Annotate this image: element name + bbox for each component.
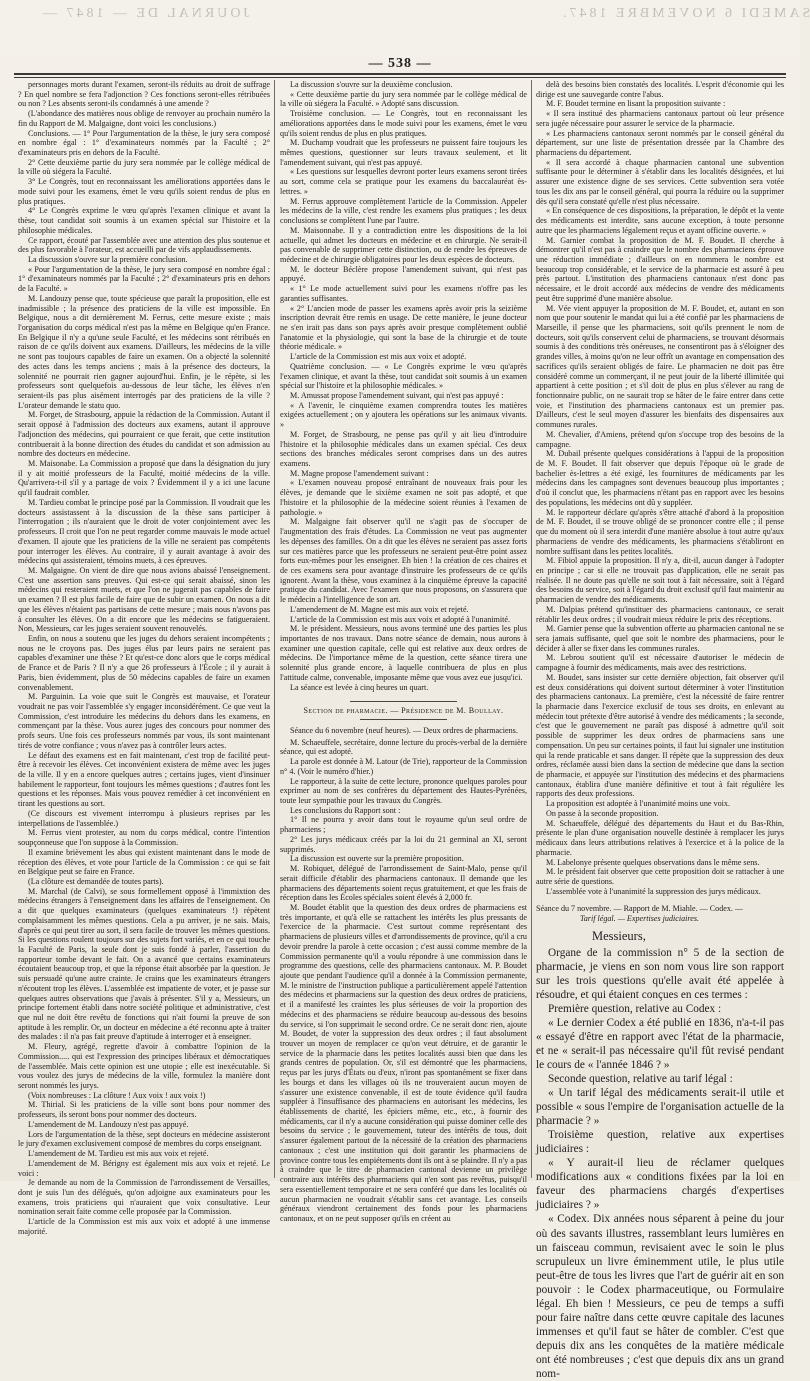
paragraph: 3° Le Congrès, tout en reconnaissant les améliorations apportées dans le mode suivi pour les examens, émet le vœu qu'ils soient rendus de plus en plus pratiques.: [18, 177, 270, 206]
paragraph: « Pour l'argumentation de la thèse, le jury sera composé en nombre égal : 1° d'examinateurs nommés par la Faculté ; 2° d'examinateurs pris en dehors de la Faculté. »: [18, 264, 270, 294]
paragraph: personnages morts durant l'examen, seront-ils réduits au droit de suffrage ? En quel nombre se fera l'adjonction ? Ces fonctions seront-elles rétribuées ou non ? Les absents seront-ils condamnés à une amende ?: [18, 80, 270, 109]
paragraph: La discussion s'ouvre sur la deuxième conclusion.: [290, 80, 453, 89]
paragraph: M. Schaeuffele, secrétaire, donne lecture du procès-verbal de la dernière séance, qui est adopté.: [280, 737, 527, 757]
paragraph: Je demande au nom de la Commission de l'arrondissement de Versailles, dont je suis l'un des délégués, qu'on adjoigne aux examinateurs pour les examens, trois praticiens qui n'auraient que voix consultative. Leur nomination serait faite comme celle proposée par la Commission.: [18, 1178, 270, 1217]
paragraph: « Le dernier Codex a été publié en 1836, n'a-t-il pas « essayé d'être en rapport avec l'état de la pharmacie, et ne « serait-il pas nécessaire qu'il fût revisé pendant le cours de « l'année 1846 ? »: [536, 1016, 784, 1071]
paragraph: M. Boudet, sans insister sur cette dernière objection, fait observer qu'il est deux considérations qui doivent surtout déterminer à voter l'institution des pharmaciens cantonaux. La première, c'est la nécessité de faire rentrer la pharmacie dans l'exercice exclusif de tous ses droits, en enlevant au médecin tout prétexte d'être autorisé à vendre des médicaments ; la seconde, c'est que le gouvernement ne paraît pas disposé à admettre qu'il soit possible de supprimer les deux ordres de pharmaciens sans une compensation. Un peu sur certaines points, il faut lui signaler une institution qui la rende praticable et sans danger. Il répète que la suppression des deux ordres, réclamée aussi bien dans la section de médecine que dans la section de pharmacie, et appuyée sur l'institution des médecins et des pharmaciens cantonaux, établira d'une manière définitive et tout à fait régulière les rapports des deux professions.: [536, 672, 784, 799]
paragraph: M. Ferrus approuve complètement l'article de la Commission. Appeler les médecins de la ville, c'est rendre les examens plus pratiques ; les deux conclusions se complètent l'une par l'autre.: [280, 196, 527, 226]
section-rule: [350, 701, 457, 702]
paragraph: Conclusions. — 1° Pour l'argumentation de la thèse, le jury sera composé en nombre égal : 1° d'examinateurs nommés par la Faculté ; 2° d'examinateurs pris en dehors de la Faculté.: [18, 128, 270, 158]
paragraph: 2° Les jurys médicaux créés par la loi du 21 germinal an XI, seront supprimés.: [280, 834, 527, 854]
paragraph: M. Garnier combat la proposition de M. F. Boudet. Il cherche à démontrer qu'il n'est pas à craindre que le nombre des pharmaciens éprouve une réduction immédiate ; d'ailleurs on en nommera le nombre est beaucoup trop considérable, et le service de la pharmacie est assuré à peu près partout. L'institution des pharmaciens cantonaux n'est donc pas nécessaire, et le droit accordé aux médecins de vendre des médicaments peut être supprimé d'une manière absolue.: [536, 235, 784, 303]
show-through-header-left: JOURNAL DE — 1847 —: [40, 6, 249, 21]
paragraph: (Ce discours est vivement interrompu à plusieurs reprises par les interpellations de l'assemblée.): [18, 808, 270, 828]
paragraph: M. Tardieu combat le principe posé par la Commission. Il voudrait que les docteurs assistassent à la discussion de la thèse sans participer à l'interrogation ; ils n'auraient que le droit de voter conjointement avec les professeurs. Il croit que l'on ne peut regarder comme mauvais le mode actuel d'examen. Il ajoute que les praticiens de la ville ne seraient pas compétents pour interroger les élèves. Au contraire, il y aurait avantage à avoir des médecins qui assisteraient, témoins muets, à ces épreuves.: [18, 497, 270, 566]
paragraph: M. Maisonabe. La Commission a proposé que dans la désignation du jury il y ait moitié professeurs de la Faculté, moitié médecins de la ville. Qu'arrivera-t-il s'il y a partage de voix ? Évidemment il y a ici une lacune qu'il faudrait combler.: [18, 459, 270, 498]
paragraph: M. Forget, de Strasbourg, appuie la rédaction de la Commission. Autant il serait opposé à l'admission des docteurs aux examens, autant il approuve l'adjonction des médecins, qui pourraient ce que ferait, que cette institution contribuerait à la bonne direction des études du candidat et son admission au nombre des docteurs en médecine.: [18, 410, 270, 459]
page-number: — 538 —: [368, 56, 432, 71]
header-rule-thin: [14, 77, 786, 78]
paragraph: L'amendement de M. Tardieu est mis aux voix et rejeté.: [28, 1149, 209, 1159]
paragraph: M. Vée vient appuyer la proposition de M. F. Boudet, et, autant en son nom que pour soutenir le mandat qui lui a été confié par les pharmaciens de Marseille, il pense que les pharmaciens, soit qu'ils prennent le nom de docteurs, soit qu'ils conservent celui de pharmaciens, se trouvant désormais soumis à des conditions très onéreuses, ne consentiront pas à s'éloigner des grandes villes, à moins qu'on ne leur offrît un avantage en compensation des sacrifices qu'ils seraient obligés de faire. Le pharmacien ne doit pas être considéré comme un commerçant, il ne peut jouir de la liberté illimitée qui appartient à cette position ; et s'il doit de plus en plus s'élever au rang de fonctionnaire public, on ne saurait trop se hâter de le faire entrer dans cette voie, et l'institution des pharmaciens cantonaux est un premier pas. D'ailleurs, c'est le seul moyen d'assurer les bienfaits des dispensaires aux communes rurales.: [536, 303, 784, 430]
paragraph: « Cette deuxième partie du jury sera nommée par le collège médical de la ville où siégera la Faculté. » Adopté sans discussion.: [280, 89, 527, 109]
paragraph: M. Thirial. Si les praticiens de la ville sont bons pour nommer des professeurs, ils seront bons pour nommer des docteurs.: [18, 1100, 270, 1120]
paragraph: Le rapporteur, à la suite de cette lecture, prononce quelques paroles pour exprimer au nom de ses confrères du département des Hautes-Pyrénées, toute leur sympathie pour les travaux du Congrès.: [280, 776, 527, 806]
paragraph: M. Marchal (de Calvi), se sous formellement opposé à l'immixtion des médecins étrangers à l'enseignement dans les affaires de l'enseignement. On a dit que quelques examinateurs (quelques examinateurs !) répètent complaisamment les mêmes questions. Cela a pu arriver, je ne sais. Mais, d'après ce qui peut tirer au sort, il sera facile de trouver les mêmes questions. Si les questions roulent toujours sur des sujets fort variés, et en ce qui touche la Faculté de Paris, la seule dont je suis fondé à parler, l'assertion du rapporteur tombe devant le fait. On a avancé que certains examinateurs écoutaient beaucoup trop, et que la réponse était absorbée par la question. Je suis persuadé qu'une autre crainte. Je crains que les examinateurs étrangers n'écoutent trop les élèves. L'assemblée est impatiente de voter, et je passe sur quelques autres observations que j'avais à présenter. S'il y a, Messieurs, un principe fortement établi dans notre société politique et administrative, c'est que nul ne doit être revêtu de fonctions qui n'ait fourni la preuve de son aptitude à les remplir. Or, un docteur en médecine a été reconnu apte à traiter des malades : il n'a pas fait preuve d'aptitude à interroger et à enseigner.: [18, 886, 270, 1042]
paragraph: « Y aurait-il lieu de réclamer quelques modifications aux « conditions fixées par la loi en faveur des pharmaciens chargés d'expertises judiciaires ? »: [536, 1157, 784, 1212]
session-heading: Séance du 7 novembre. — Rapport de M. Miahle. — Codex. —: [536, 904, 744, 914]
report-block: [536, 904, 784, 1381]
paragraph: M. Duchamp voudrait que les professeurs ne puissent faire toujours les mêmes questions, questionner sur leurs travaux seulement, et lit l'amendement suivant, qui n'est pas appuyé.: [280, 138, 527, 167]
paragraph: L'article de la Commission est mis aux voix et adopté.: [290, 352, 467, 362]
paragraph: M. Fleury, agrégé, regrette d'avoir à combattre l'opinion de la Commission..... qui est l'expression des principes libéraux et démocratiques de l'assemblée. Mais cette opinion est une utopie ; elle est inexécutable. Si vous voulez des jurys de médecins de la ville, formulez la manière dont seront nommés les jurys.: [18, 1042, 270, 1091]
paragraph: La discussion est ouverte sur la première proposition.: [290, 854, 464, 864]
paragraph: M. Dubail présente quelques considérations à l'appui de la proposition de M. F. Boudet. Il fait observer que depuis l'époque où le grade de bachelier ès-lettres a été exigé, les fournitures de médicaments par les médecins dans les campagnes sont devenues beaucoup plus importantes ; d'où il conclut que, les pharmaciens n'étant pas en rapport avec les besoins des populations, les médecins ont dû y suppléer.: [536, 449, 784, 507]
right-column-text: [536, 80, 784, 896]
paragraph: M. Malgaigne. On vient de dire que nous avions abaissé l'enseignement. C'est une assertion sans preuves. Qui est-ce qui serait abaissé, sinon les médecins qui resteraient muets, et que l'on ne jugerait pas capables de faire un examen ? Il est plus facile de faire que de subir un examen. On nous a dit que les élèves n'étaient pas partisans de cette mesure ; mais nous n'avons pas à consulter les élèves. On a dit encore que les médecins se fatigueraient. Non, Messieurs, car les juges seraient souvent renouvelés.: [18, 565, 270, 634]
header-rule: [14, 73, 786, 75]
paragraph: « En conséquence de ces dispositions, la préparation, le dépôt et la vente des médicaments est interdite, sans aucune exception, à toute personne autre que les pharmaciens légalement reçus et ayant officine ouverte. »: [536, 206, 784, 235]
paragraph: « Codex. Dix années nous séparent à peine du jour où des savants illustres, rassemblant leurs lumières en un faisceau commun, revisaient avec le soin le plus scrupuleux un livre éminemment utile, le plus utile peut-être de tous les livres que l'art de guérir ait en son pouvoir : le Codex pharmaceutique, ou Formulaire légal. Eh bien ! Messieurs, ce peu de temps a suffi pour faire naître dans cette œuvre capitale des lacunes immenses et qu'il faut se hâter de combler. C'est que depuis dix ans les conquêtes de la matière médicale ont été nombreuses ; c'est que depuis dix ans un grand nom-: [536, 1213, 784, 1380]
session-heading: Séance du 6 novembre (neuf heures). — Deux ordres de pharmaciens.: [290, 726, 518, 735]
section-title: Section de pharmacie. — Présidence de M. Boullay.: [303, 706, 504, 716]
paragraph: Seconde question, relative au tarif légal :: [548, 1072, 733, 1085]
paragraph: « Il sera institué des pharmaciens cantonaux partout où leur présence sera jugée nécessaire pour assurer le service de la pharmacie.: [536, 109, 784, 128]
paragraph: M. Boudet établit que la question des deux ordres de pharmaciens est très importante, et qu'à elle se rattachent les intérêts les plus pressants de l'exercice de la pharmacie. C'est surtout comme représentant des pharmaciens de plusieurs villes et d'arrondissements de province, qu'il a cru devoir prendre la parole à cette occasion ; c'est aussi comme membre de la Commission permanente qu'il a voulu répondre à une commission dans le programme des questions, celle des pharmaciens cantonaux. M. P. Boudet ajoute que pendant l'audience qu'il a donnée à la Commission permanente, M. le ministre de l'instruction publique a particulièrement appelé l'attention des médecins et pharmaciens sur la question des deux ordres de praticiens, et il a manifesté les craintes les plus sérieuses de voir la proportion des médecins et des pharmaciens se réduire beaucoup au-dessous des besoins du service, si l'on supprimait le second ordre. Ce ne serait donc rien, ajoute M. Boudet, de voter la suppression des deux ordres ; il faut absolument trouver un moyen de remplacer ce qu'on veut détruire, et de garantir le service de la pharmacie dans les petites localités aussi bien que dans les grands centres de population. Or, s'il est démontré que les pharmaciens, reçus par les jurys d'États ou d'eux, n'iront pas spontanément se fixer dans les bourgs et dans les villages où ils ne trouveraient aucun moyen de s'assurer une existence convenable, il est de toute évidence qu'il faudra suppléer à l'insuffisance des pharmaciens en autorisant les médecins, les établissements de charité, les épiciers même, etc., etc., à fournir des médicaments, car il n'y a aucune considération qui puisse dominer celle des besoins du service ; le gouvernement, tuteur des intérêts de tous, doit s'assurer également partout de la nécessité de la création des pharmaciens cantonaux ; c'est une institution qui doit garantir les pharmaciens de province contre tous les empiétements dont ils ont à se plaindre. Il n'y a pas à craindre que le titre de pharmacien cantonal devienne un privilège contraire aux intérêts des pharmaciens qui n'en sont pas revêtus, puisqu'il sera essentiellement temporaire et ne sera conféré que dans les localités où aucun pharmacien ne voudrait s'établir sans cet avantage. Les conseils généraux viendront certainement des fonds pour les pharmaciens cantonaux, et on ne peut supposer qu'ils en créent au: [280, 902, 527, 1223]
paragraph: 2° Cette deuxième partie du jury sera nommée par le collège médical de la ville où siégera la Faculté.: [18, 157, 270, 177]
paragraph: (La clôture est demandée de toutes parts).: [28, 876, 164, 886]
paragraph: (L'abondance des matières nous oblige de renvoyer au prochain numéro la fin du Rapport de M. Malgaigne, dont voici les conclusions.): [18, 109, 270, 128]
paragraph: « Un tarif légal des médicaments serait-il utile et possible « sous l'empire de l'organisation actuelle de la pharmacie ? »: [536, 1087, 784, 1128]
paragraph: « 1° Le mode actuellement suivi pour les examens n'offre pas les garanties suffisantes.: [280, 284, 527, 303]
report-text: [536, 946, 784, 1381]
paragraph: Les conclusions du Rapport sont :: [290, 805, 401, 815]
paragraph: L'amendement de M. Landouzy n'est pas appuyé.: [28, 1119, 189, 1129]
paragraph: M. le docteur Béclère propose l'amendement suivant, qui n'est pas appuyé.: [280, 264, 527, 284]
paragraph: L'article de la Commission est mis aux voix et adopté à l'unanimité.: [290, 614, 510, 624]
paragraph: M. Forget, de Strasbourg, ne pense pas qu'il y ait lieu d'introduire l'histoire et la philosophie médicales dans un examen spécial. Ces deux sections des branches médicales seront comprises dans un des autres examens.: [280, 429, 527, 469]
middle-column-text: [280, 80, 527, 692]
paragraph: M. Schaeuffele, délégué des départements du Haut et du Bas-Rhin, présente le plan d'une organisation nouvelle destinée à remplacer les jurys médicaux dans leurs attributions relatives à l'exercice et à la police de la pharmacie.: [536, 818, 784, 857]
paragraph: Organe de la commission n° 5 de la section de pharmacie, je viens en son nom vous lire son rapport sur les trois questions qu'elle avait été appelée à résoudre, et qui étaient conçues en ces termes :: [536, 946, 784, 1001]
paragraph: 1° Il ne pourra y avoir dans tout le royaume qu'un seul ordre de pharmaciens ;: [280, 815, 527, 835]
paragraph: M. Parguinin. La voie que suit le Congrès est mauvaise, et l'orateur voudrait ne pas voir l'assemblée s'y engager inconsidérément. Ce que veut la Commission, c'est introduire les médecins du dehors dans les examens, en commençant par la thèse. Vous aurez juges des concours pour nommer des profs seurs. Une fois ces professeurs nommés par vous, ils sont maintenant tirés de votre confiance ; vous n'avez pas à contrôler leurs actes.: [18, 692, 270, 750]
paragraph: Troisième conclusion. — Le Congrès, tout en reconnaissant les améliorations apportées dans le mode suivi pour les examens, émet le vœu qu'ils soient rendus de plus en plus pratiques.: [280, 109, 527, 138]
paragraph: delà des besoins bien constatés des localités. L'esprit d'économie qui les dirige est une sauvegarde contre l'abus.: [536, 80, 784, 99]
paragraph: L'amendement de M. Magne est mis aux voix et rejeté.: [290, 604, 469, 614]
paragraph: L'article de la Commission est mis aux voix et adopté à une immense majorité.: [18, 1217, 270, 1236]
paragraph: « Il sera accordé à chaque pharmacien cantonal une subvention suffisante pour le déterminer à s'établir dans les localités désignées, et lui assurer une existence digne de ses services. Cette subvention sera votée tous les dix ans par le conseil général, qui pourra la réduire ou la supprimer dès qu'il sera constaté qu'elle n'est plus nécessaire.: [536, 157, 784, 206]
paragraph: On passe à la seconde proposition.: [546, 808, 659, 818]
paragraph: L'amendement de M. Bérigny est également mis aux voix et rejeté. Le voici :: [18, 1158, 270, 1178]
paragraph: 4° Le Congrès exprime le vœu qu'après l'examen clinique et avant la thèse, tout candidat soit soumis à un examen spécial sur l'histoire et la philosophie médicales.: [18, 206, 270, 235]
paragraph: La parole est donnée à M. Latour (de Trie), rapporteur de la Commission n° 4. (Voir le numéro d'hier.): [280, 757, 527, 776]
salutation: Messieurs,: [592, 928, 646, 943]
paragraph: Quatrième conclusion. — « Le Congrès exprime le vœu qu'après l'examen clinique, et avant la thèse, tout candidat soit soumis à un examen spécial sur l'histoire et la philosophie médicales. »: [280, 361, 527, 391]
column-left: [18, 80, 270, 1236]
paragraph: M. Lebrou soutient qu'il est nécessaire d'autoriser le médecin de campagne à fournir des médicaments, mais avec des restrictions.: [536, 653, 784, 673]
paragraph: M. Fibiol appuie la proposition. Il n'y a, dit-il, aucun danger à l'adopter en principe ; car si elle ne trouvait pas d'application, elle ne serait pas réalisée. Il ne doute pas qu'elle ne soit tout à fait nécessaire, soit à l'égard des besoins du service, soit à l'égard du droit exclusif qu'il faut maintenir au pharmacien de vendre des médicaments.: [536, 556, 784, 605]
column-divider: [274, 80, 275, 1178]
paragraph: « Les questions sur lesquelles devront porter leurs examens seront tirées au sort, comme cela se pratique pour les examens du baccalauréat ès-lettres. »: [280, 167, 527, 196]
paragraph: M. Robiquet, délégué de l'arrondissement de Saint-Malo, pense qu'il serait difficile d'établir des pharmaciens cantonaux. Il demande que les pharmaciens des départements soient reçus gratuitement, et que les frais de réception dans les Écoles spéciales soient élevés à 2,000 fr.: [280, 864, 527, 903]
paragraph: M. le rapporteur déclare qu'après s'être attaché d'abord à la proposition de M. F. Boudet, il se trouve obligé de se prononcer contre elle ; il pense que du moment où il sera interdit d'une manière absolue à tout autre qu'aux pharmaciens de vendre des médicaments, les pharmaciens s'établiront en nombre suffisant dans les petites localités.: [536, 507, 784, 556]
paragraph: L'assemblée vote à l'unanimité la suppression des jurys médicaux.: [546, 886, 761, 896]
session-subheading: Tarif légal. — Expertises judiciaires.: [580, 913, 700, 923]
paragraph: M. Malgaigne fait observer qu'il ne s'agit pas de s'occuper de l'augmentation des frais d'études. La Commission ne veut pas augmenter les dépenses des familles. On a dit que les élèves ne seraient pas assez forts sur ces matières parce que les professeurs ne seraient peut-être point assez forts eux-mêmes pour les enseigner. Eh bien ! la création de ces chaires et de ces examens sera pour avantage d'instruire les professeurs de ce qu'ils ignorent. Avant la thèse, vous examinez à la cinquième épreuve la capacité pratique du candidat. Avec l'examen que nous proposons, on s'assurera que le médecin a l'intelligence de son art.: [280, 517, 527, 605]
section-rule: [360, 719, 447, 720]
paragraph: Enfin, on nous a soutenu que les juges du dehors seraient incompétents ; nous ne le croyons pas. Des juges élus par leurs pairs ne seraient pas capables d'examiner une thèse ? Et qu'est-ce donc alors que le corps médical de France et de Paris ? Il n'y a que 26 professeurs à l'École ; il y aurait à Paris, bien évidemment, plus de 50 médecins capables de faire un examen convenablement.: [18, 633, 270, 692]
paragraph: M. Garnier pense que la subvention offerte au pharmacien cantonal ne se sera jamais suffisante, quel que soit le nombre des pharmaciens, pour le décider à aller se fixer dans les communes rurales.: [536, 624, 784, 653]
paragraph: M. Amussat propose l'amendement suivant, qui n'est pas appuyé :: [290, 391, 504, 400]
paragraph: Le défaut des examens est en fait maintenant, c'est trop de facilité peut-être à recevoir les élèves. Cet inconvénient existera de même avec les juges de la ville. Il y en a encore quelques autres ; certains juges, vient d'insinuer habilement le rapporteur, font toujours les mêmes questions ; d'autres font les questions et les réponses. Mais vous pouvez remédier à cet inconvénient en tirant les questions au sort.: [18, 750, 270, 809]
paragraph: M. le président. Messieurs, nous avons terminé une des parties les plus importantes de nos travaux. Dans notre séance de demain, nous aurons à examiner une question capitale, celle qui est relative aux deux ordres de médecins. De l'importance même de la question, cette séance tirera une solennité plus grande encore, à laquelle contribuera de plus en plus l'attitude calme, convenable, imposante même que vous avez eue jusqu'ici.: [280, 624, 527, 682]
show-through-header-right: SAMEDI 6 NOVEMBRE 1847.: [560, 6, 810, 21]
column-divider: [531, 80, 532, 1178]
paragraph: M. Landouzy pense que, toute spécieuse que paraît la proposition, elle est inadmissible ; la présence des praticiens de la ville est impossible. En Belgique, nous a dit dernièrement M. Ferrus, cette mesure existe ; mais l'organisation du corps médical n'est pas la même en Belgique qu'en France. En Belgique il n'y a qu'une seule Faculté, et les médecins sont rétribués en raison de ce qu'ils doivent aux examens. D'ailleurs, les médecins de la ville ne sont pas toujours capables de faire un examen. On a objecté la solennité des actes dans les temps anciens ; mais à la présence des docteurs, la solennité ne pourrait rien gagner aujourd'hui. Enfin, je le répète, si les professeurs sont quelquefois au-dessous de leur tâche, les élèves n'en seraient-ils pas plus aisément interrogés par des praticiens de la ville ? L'orateur demande le statu quo.: [18, 293, 270, 410]
pharmacy-section: [280, 701, 527, 1223]
paragraph: Troisième question, relative aux expertises judiciaires :: [536, 1129, 784, 1156]
paragraph: « L'examen nouveau proposé entraînant de nouveaux frais pour les élèves, je demande que le sixième examen ne soit pas adopté, et que l'histoire et la philosophie de la médecine soient réunies à l'examen de pathologie. »: [280, 478, 527, 517]
paragraph: « 2° L'ancien mode de passer les examens après avoir pris la seizième inscription devrait être remis en usage. De cette manière, le jeune docteur ne s'en irait pas dans son pays après avoir presque complètement oublié l'anatomie et la physiologie, qui sont la base de la chirurgie et de toute théorie médicale. »: [280, 303, 527, 352]
paragraph: La proposition est adoptée à l'unanimité moins une voix.: [546, 799, 731, 809]
paragraph: La discussion s'ouvre sur la première conclusion.: [28, 254, 188, 264]
paragraph: Première question, relative au Codex :: [548, 1002, 722, 1015]
paragraph: Il examine brièvement les abus qui existent maintenant dans le mode de réception des élèves, et vote pour l'article de la Commission : ce qui se fait en Belgique peut se faire en France.: [18, 847, 270, 877]
paragraph: (Voix nombreuses : La clôture ! Aux voix ! aux voix !): [28, 1090, 206, 1100]
column-middle: [280, 80, 527, 1223]
paragraph: M. Ferrus vient protester, au nom du corps médical, contre l'intention soupçonneuse que l'on suppose à la Commission.: [18, 828, 270, 848]
paragraph: « A l'avenir, le cinquième examen comprendra toutes les matières exigées actuellement ; on y ajoutera les opérations sur les animaux vivants. »: [280, 400, 527, 430]
pharmacy-section-text: [280, 738, 527, 1224]
paragraph: M. Maisonnabe. Il y a contradiction entre les dispositions de la loi actuelle, qui admet les docteurs en médecine et en chirurgie. Ne serait-il pas convenable de supprimer cette distinction, ou de rendre les épreuves de médecine et de chirurgie obligatoires pour les deux espèces de docteurs.: [280, 225, 527, 264]
paragraph: La séance est levée à cinq heures un quart.: [290, 682, 429, 692]
paragraph: M. Chevalier, d'Amiens, prétend qu'on s'occupe trop des besoins de la campagne.: [536, 429, 784, 449]
paragraph: M. Labelonye présente quelques observations dans le même sens.: [546, 857, 760, 867]
paragraph: Lors de l'argumentation de la thèse, sept docteurs en médecine assisteront le jury d'examen exclusivement composé de membres du corps enseignant.: [18, 1129, 270, 1149]
paragraph: M. F. Boudet termine en lisant la proposition suivante :: [546, 99, 726, 109]
left-column-text: [18, 80, 270, 1237]
paragraph: M. Dalpias prétend qu'instituer des pharmaciens cantonaux, ce serait rétablir les deux ordres ; il voudrait mieux réduire le prix des réceptions.: [536, 604, 784, 624]
paragraph: « Les pharmaciens cantonaux seront nommés par le conseil général du département, sur une liste de présentation dressée par la Chambre des pharmaciens du département.: [536, 128, 784, 158]
paragraph: Ce rapport, écouté par l'assemblée avec une attention des plus soutenue et des plus favorable à l'orateur, est accueilli par de vifs applaudissements.: [18, 235, 270, 255]
paragraph: M. le président fait observer que cette proposition doit se rattacher à une autre série de questions.: [536, 867, 784, 886]
column-right: [536, 80, 784, 1380]
paragraph: M. Magne propose l'amendement suivant :: [290, 468, 429, 478]
